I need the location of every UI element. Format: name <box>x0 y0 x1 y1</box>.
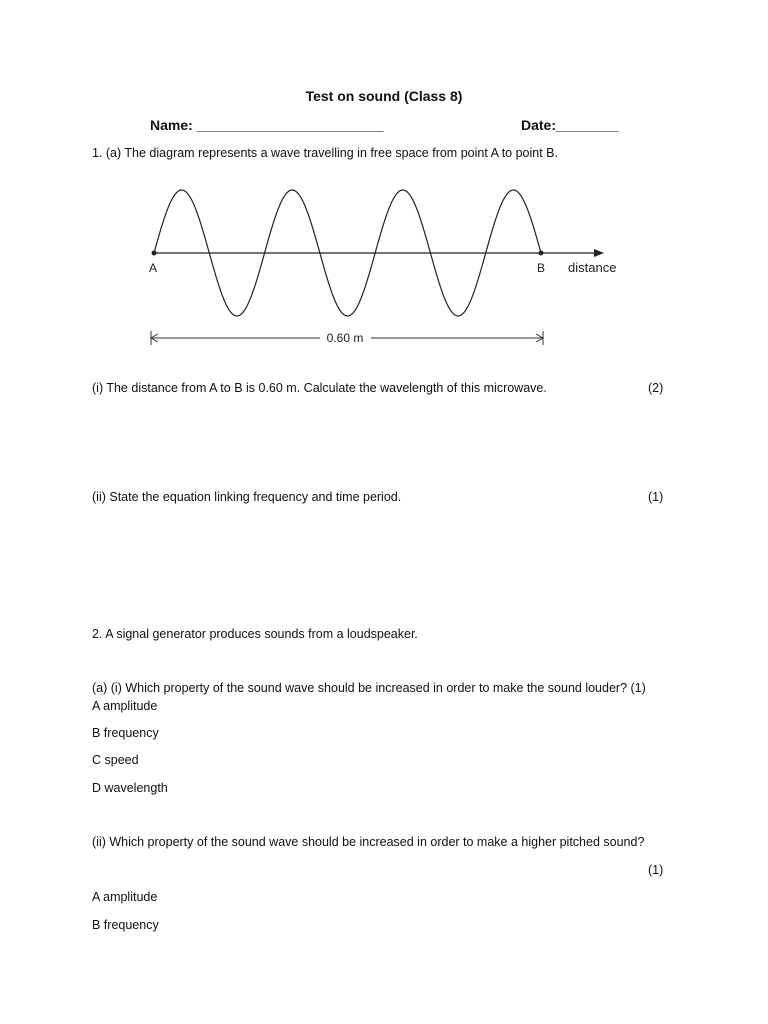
option-item: B frequency <box>92 918 159 932</box>
page-title: Test on sound (Class 8) <box>305 88 463 104</box>
label-a: A <box>149 261 158 275</box>
question-2-part-ii: (ii) Which property of the sound wave should be increased in order to make a higher pitched sound? <box>92 835 645 849</box>
question-2-part-a-i: (a) (i) Which property of the sound wave should be increased in order to make the sound louder? (1) <box>92 681 646 695</box>
option-item: A amplitude <box>92 890 158 904</box>
question-1-part-ii-marks: (1) <box>648 490 664 504</box>
point-b <box>539 251 544 256</box>
question-1-part-ii: (ii) State the equation linking frequency and time period. <box>92 490 402 504</box>
question-2-part-ii-marks: (1) <box>648 863 664 877</box>
date-field: Date:________ <box>521 117 619 133</box>
question-2-intro: 2. A signal generator produces sounds from a loudspeaker. <box>92 627 418 641</box>
option-item: D wavelength <box>92 781 168 795</box>
option-item: A amplitude <box>92 699 158 713</box>
label-b: B <box>537 261 546 275</box>
span-label: 0.60 m <box>326 331 364 345</box>
question-1-part-i-marks: (2) <box>648 381 664 395</box>
axis-arrowhead <box>594 249 604 257</box>
question-1-intro: 1. (a) The diagram represents a wave travelling in free space from point A to point B. <box>92 146 558 160</box>
name-field: Name: ________________________ <box>150 117 384 133</box>
point-a <box>152 251 157 256</box>
axis-label-distance: distance <box>568 260 617 275</box>
option-item: C speed <box>92 753 139 767</box>
question-1-part-i: (i) The distance from A to B is 0.60 m. Calculate the wavelength of this microwave. <box>92 381 547 395</box>
option-item: B frequency <box>92 726 159 740</box>
